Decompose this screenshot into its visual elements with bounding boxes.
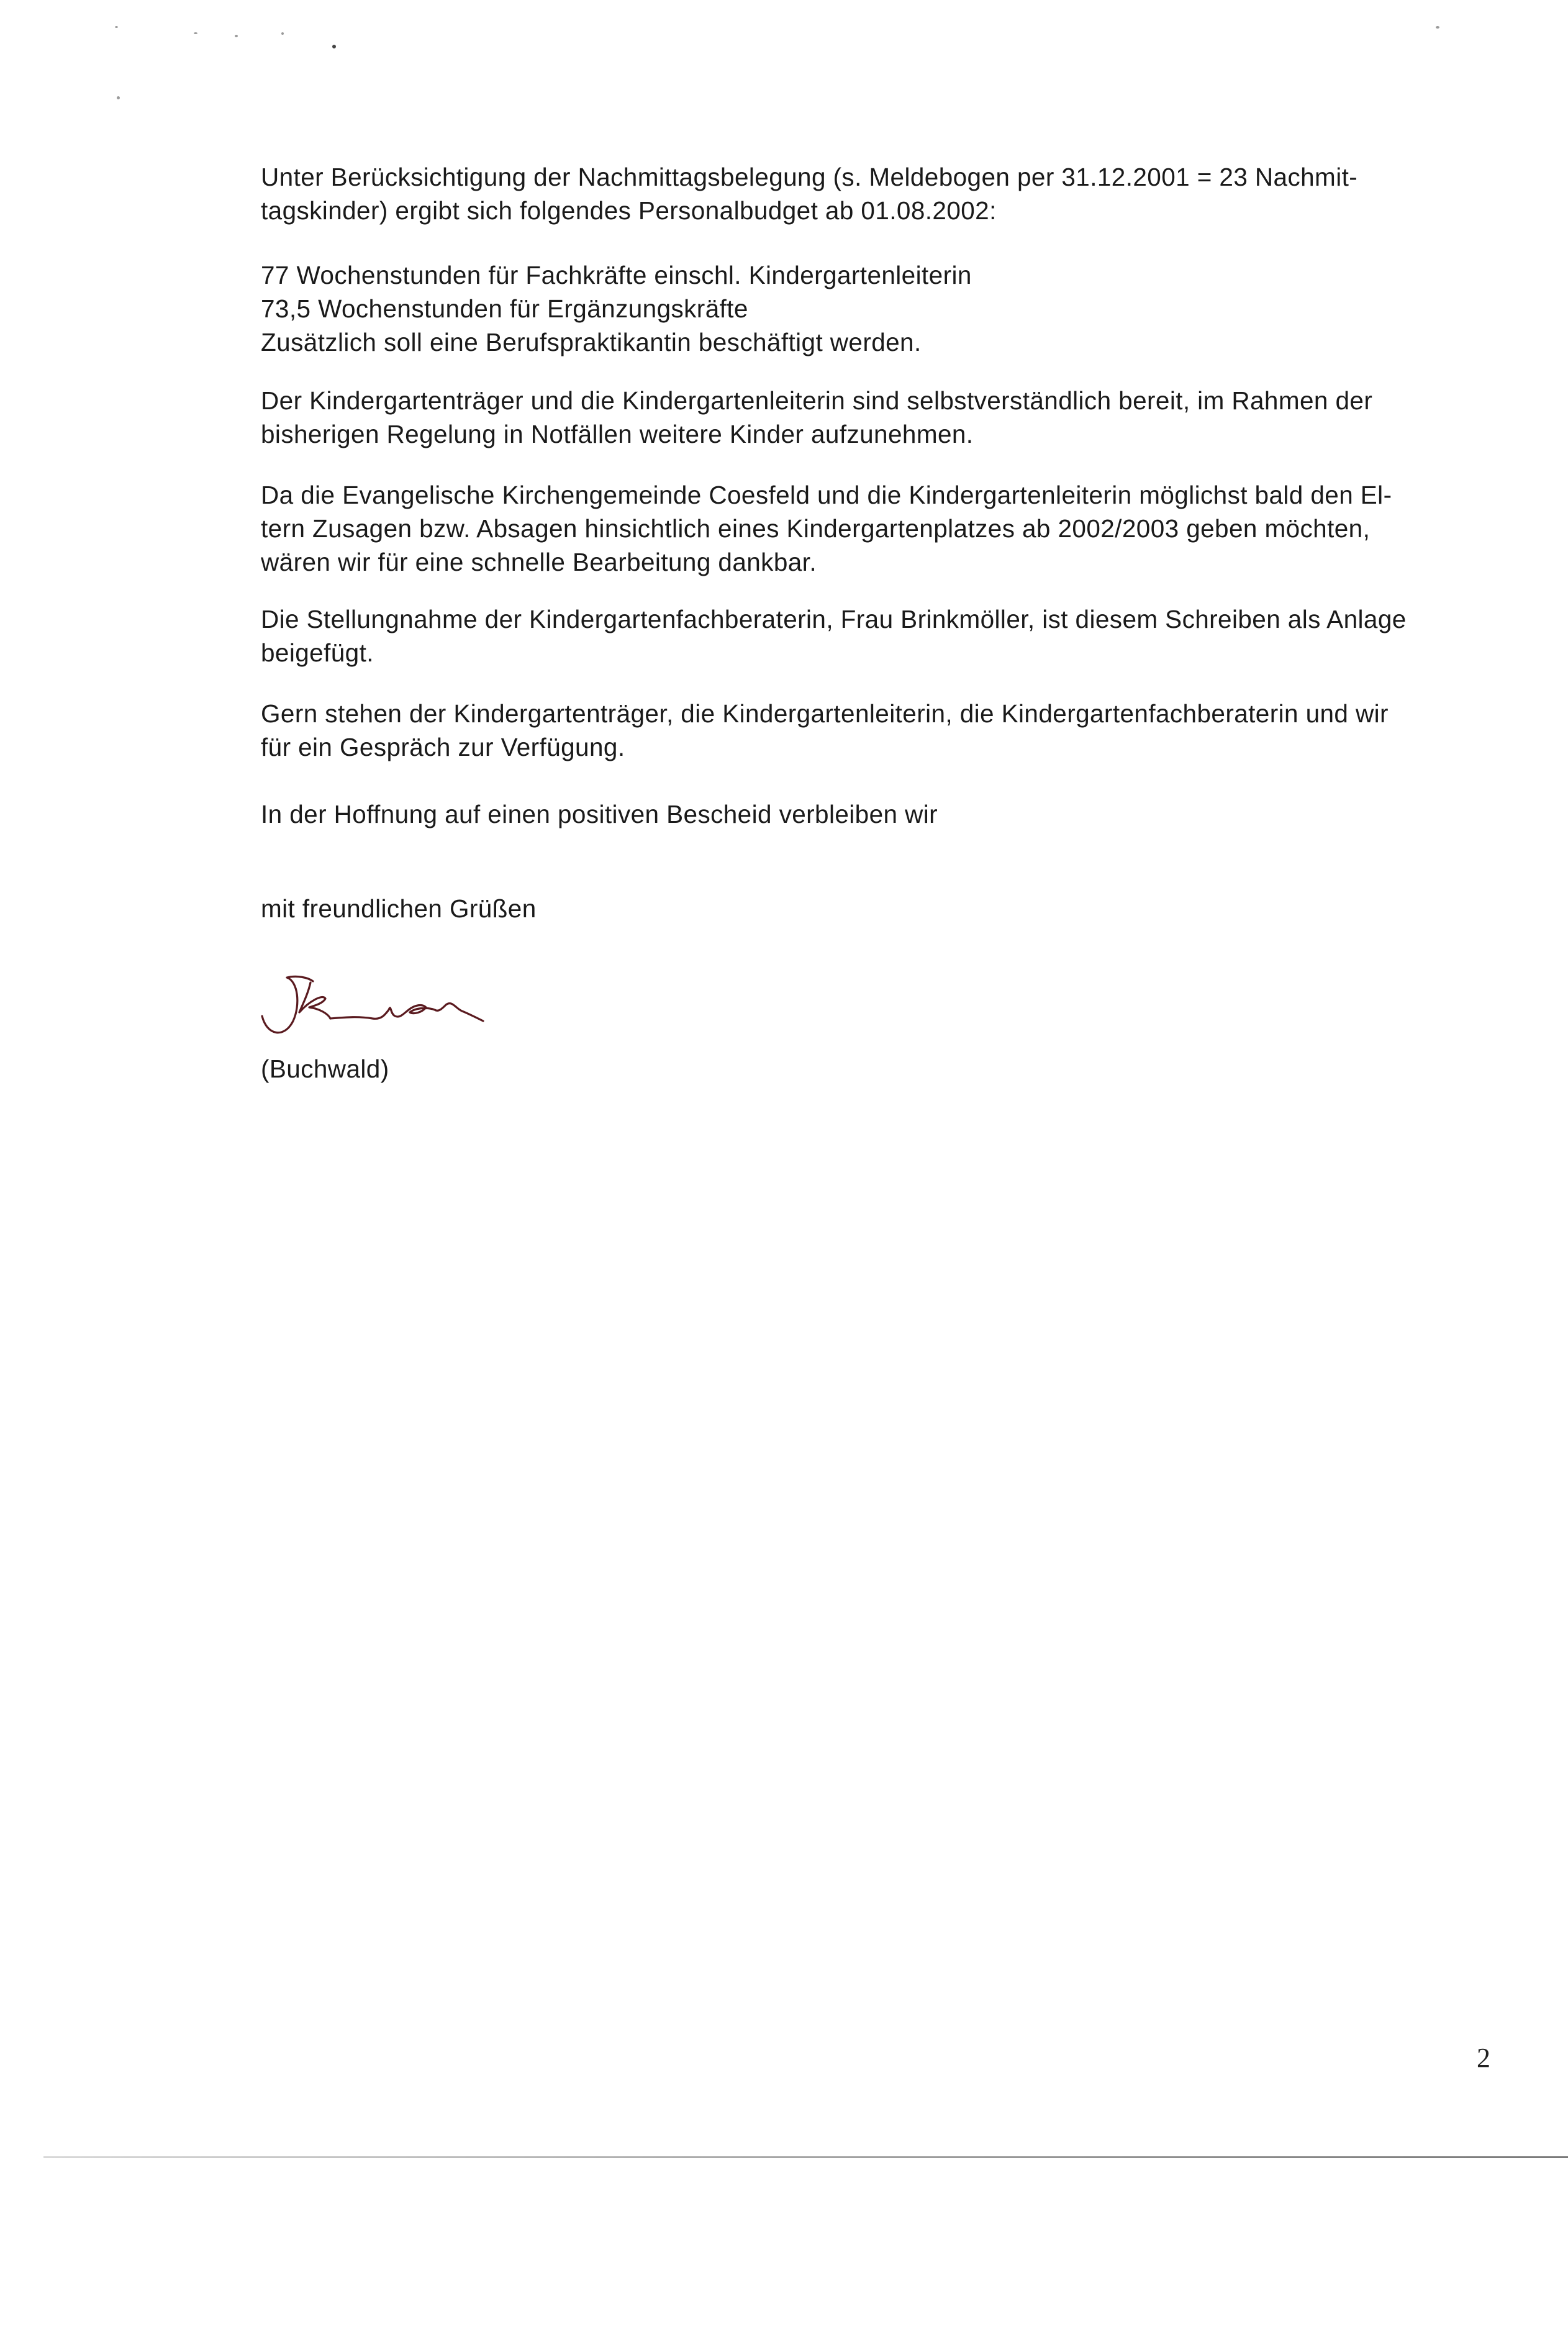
closing-line [261,892,1459,925]
text-line: Der Kindergartenträger und die Kindergartenleiterin sind selbstverständlich bereit, im Rahmen der [261,386,1373,415]
scan-speck [235,35,238,37]
text-line: bisherigen Regelung in Notfällen weitere Kinder aufzunehmen. [261,420,974,448]
closing-text: mit freundlichen Grüßen [261,894,537,923]
scan-speck [281,32,284,35]
page-number: 2 [1477,2043,1490,2073]
text-line: Gern stehen der Kindergartenträger, die Kindergartenleiterin, die Kindergartenfachberaterin und wir [261,699,1389,728]
handwritten-signature [248,969,546,1050]
page-bottom-rule [43,2156,1568,2158]
hope-paragraph [261,797,1459,831]
text-line: 77 Wochenstunden für Fachkräfte einschl. Kindergartenleiterin [261,261,972,289]
statement-paragraph [261,602,1459,669]
text-line: tern Zusagen bzw. Absagen hinsichtlich eines Kindergartenplatzes ab 2002/2003 geben möchten, [261,514,1371,543]
signatory-text: (Buchwald) [261,1055,389,1083]
hours-paragraph [261,258,1459,359]
talk-paragraph [261,697,1459,764]
scan-speck [332,45,336,48]
scan-speck [115,26,118,28]
scan-speck [117,96,120,99]
text-line: Unter Berücksichtigung der Nachmittagsbelegung (s. Meldebogen per 31.12.2001 = 23 Nachmit- [261,163,1358,191]
scan-speck [194,32,197,34]
text-line: Zusätzlich soll eine Berufspraktikantin beschäftigt werden. [261,328,922,356]
text-line: wären wir für eine schnelle Bearbeitung dankbar. [261,548,817,576]
signatory-name [261,1052,1459,1086]
text-line: tagskinder) ergibt sich folgendes Personalbudget ab 01.08.2002: [261,196,997,225]
readiness-paragraph [261,384,1459,451]
text-line: In der Hoffnung auf einen positiven Bescheid verbleiben wir [261,800,938,828]
text-line: Die Stellungnahme der Kindergartenfachberaterin, Frau Brinkmöller, ist diesem Schreiben als Anlage [261,605,1407,633]
request-paragraph [261,478,1459,579]
text-line: 73,5 Wochenstunden für Ergänzungskräfte [261,294,748,323]
scan-speck [1436,26,1439,29]
budget-paragraph [261,160,1459,227]
text-line: Da die Evangelische Kirchengemeinde Coesfeld und die Kindergartenleiterin möglichst bald den El- [261,481,1392,509]
text-line: für ein Gespräch zur Verfügung. [261,733,625,761]
text-line: beigefügt. [261,638,374,667]
